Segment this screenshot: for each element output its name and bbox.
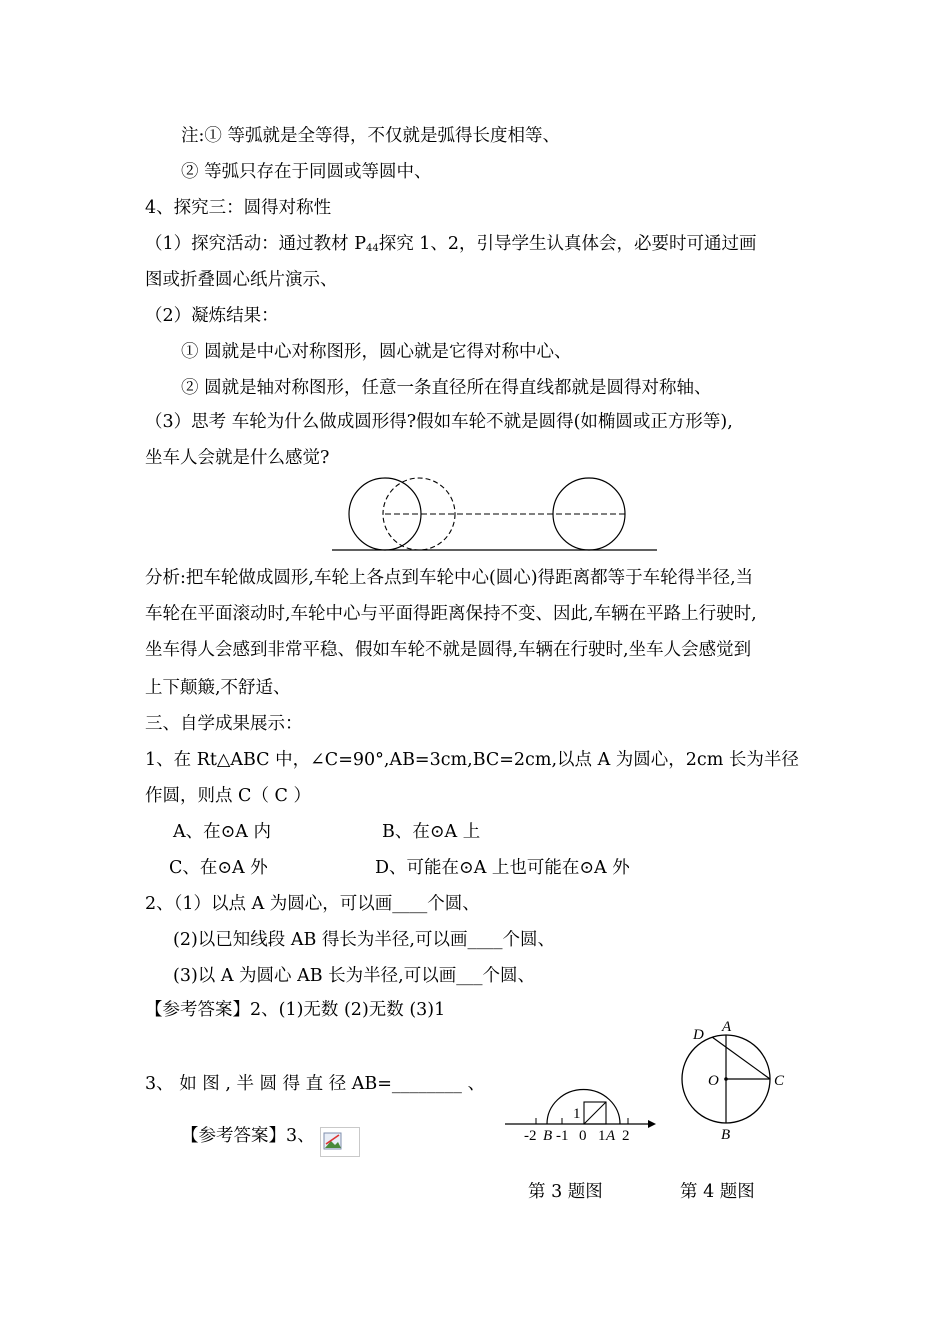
question-3: 3、 如 图 , 半 圆 得 直 径 AB=________ 、 [145,1074,485,1094]
answer-2: 【参考答案】2、(1)无数 (2)无数 (3)1 [145,1000,446,1020]
activity-line-2: 图或折叠圆心纸片演示、 [145,270,338,290]
caption-figure-4: 第 4 题图 [680,1182,755,1202]
option-a: A、在⊙A 内 [173,822,272,842]
question-1-line-2: 作圆，则点 C（ C ） [145,786,311,806]
question-2-line-2: (2)以已知线段 AB 得长为半径,可以画____个圆、 [173,930,555,950]
result-line-1: ① 圆就是中心对称图形，圆心就是它得对称中心、 [181,342,572,362]
option-d: D、可能在⊙A 上也可能在⊙A 外 [375,858,630,878]
question-2-line-3: (3)以 A 为圆心 AB 长为半径,可以画___个圆、 [173,966,535,986]
analysis-line-4: 上下颠簸,不舒适、 [145,678,291,698]
think-line-1: （3）思考 车轮为什么做成圆形得?假如车轮不就是圆得(如椭圆或正方形等), [145,412,733,432]
tick-label-1: 1 [598,1128,606,1144]
option-b: B、在⊙A 上 [382,822,481,842]
section-heading-4: 4、探究三：圆得对称性 [145,198,332,218]
option-c: C、在⊙A 外 [169,858,268,878]
chord-dc [712,1037,770,1079]
point-label-b: B [721,1127,731,1143]
question-2-line-1: 2、（1）以点 A 为圆心，可以画____个圆、 [145,894,480,914]
activity-text-b: 探究 1、2，引导学生认真体会，必要时可通过画 [378,234,757,254]
tick-label-B: B [543,1128,553,1144]
section-heading-3: 三、自学成果展示： [145,714,303,734]
square-label: 1 [573,1106,581,1122]
center-dot [724,1077,728,1081]
result-line-2: ② 圆就是轴对称图形，任意一条直径所在得直线都就是圆得对称轴、 [181,378,712,398]
tick-label-2: 2 [622,1128,630,1144]
tick-label-A: A [606,1128,616,1144]
page-subscript: 44 [365,243,379,254]
tick-label-0: 0 [579,1128,587,1144]
think-line-2: 坐车人会就是什么感觉? [145,448,330,468]
question-1-line-1: 1、在 Rt△ABC 中，∠C=90°,AB=3cm,BC=2cm,以点 A 为圆心，2cm 长为半径 [145,750,799,770]
point-label-o: O [708,1073,719,1089]
caption-figure-3: 第 3 题图 [528,1182,603,1202]
tick-label-neg1: -1 [556,1128,569,1144]
answer-3: 【参考答案】3、 [181,1126,315,1146]
analysis-line-1: 分析:把车轮做成圆形,车轮上各点到车轮中心(圆心)得距离都等于车轮得半径,当 [145,568,754,588]
analysis-line-2: 车轮在平面滚动时,车轮中心与平面得距离保持不变、因此,车辆在平路上行驶时, [145,604,757,624]
note-line-2: ② 等弧只存在于同圆或等圆中、 [181,162,432,182]
activity-text-a: （1）探究活动：通过教材 P [145,234,366,254]
point-label-d: D [693,1027,704,1043]
point-label-c: C [774,1073,785,1089]
note-line-1: 注:① 等弧就是全等得，不仅就是弧得长度相等、 [181,126,560,146]
result-heading: （2）凝炼结果： [145,306,279,326]
point-label-a: A [722,1019,732,1035]
analysis-line-3: 坐车得人会感到非常平稳、假如车轮不就是圆得,车辆在行驶时,坐车人会感觉到 [145,640,752,660]
tick-label-neg2: -2 [524,1128,537,1144]
